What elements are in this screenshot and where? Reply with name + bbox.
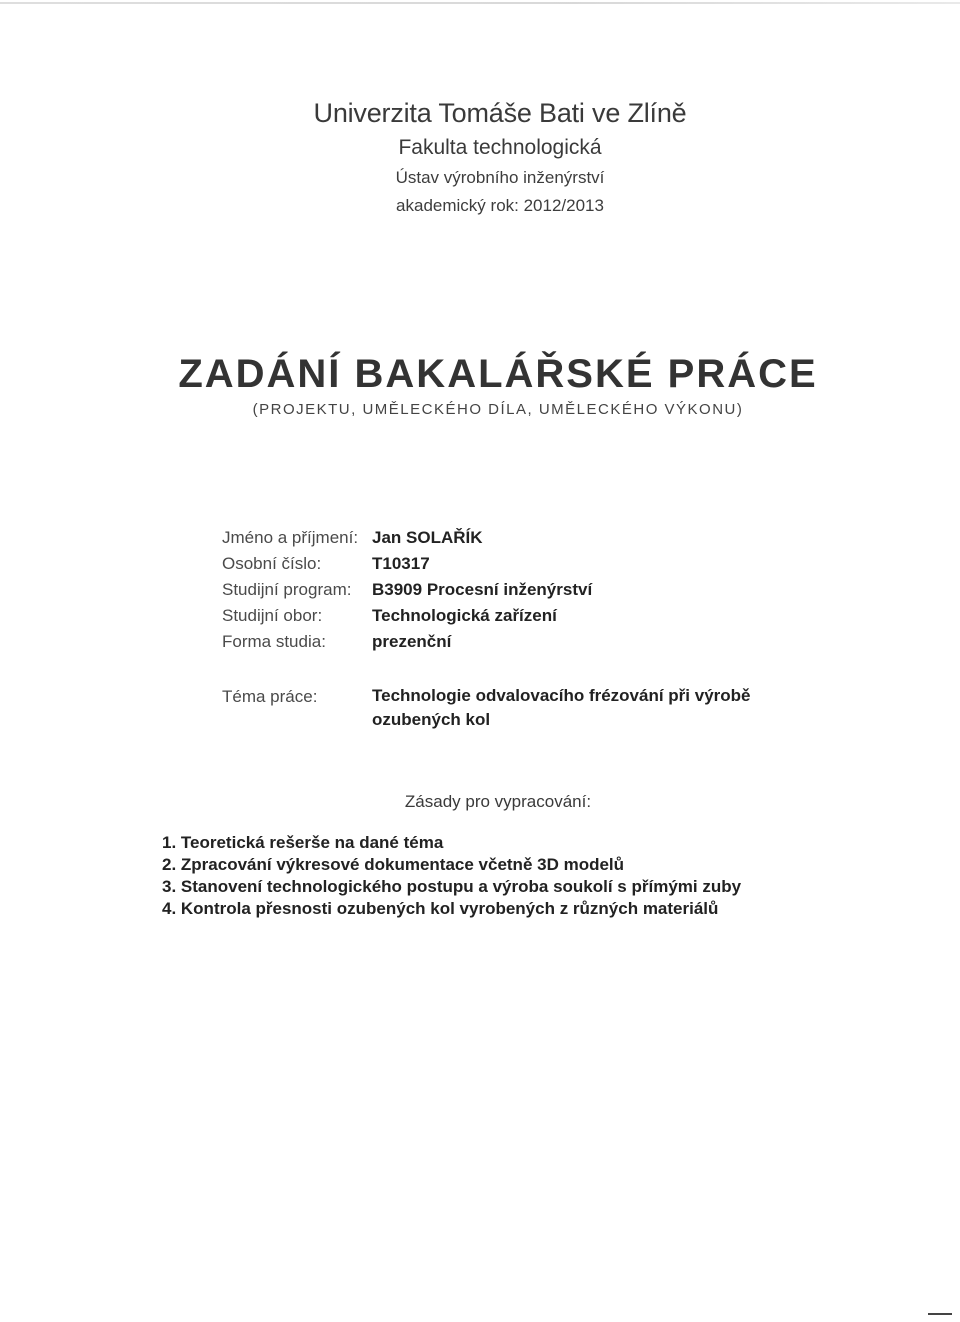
field-label: Jméno a příjmení: [222,528,359,547]
principles-list [162,832,741,920]
list-item: 3. Stanovení technologického postupu a výroba soukolí s přímými zuby [162,877,742,896]
faculty-name: Fakulta technologická [398,136,602,159]
academic-year: akademický rok: 2012/2013 [396,196,604,215]
list-item: 2. Zpracování výkresové dokumentace včetně 3D modelů [162,855,625,874]
field-value: Technologická zařízení [372,606,557,625]
field-label: Osobní číslo: [222,554,322,573]
document-header [0,94,960,220]
field-value: Jan SOLAŘÍK [372,528,483,547]
institute-name: Ústav výrobního inženýrství [395,168,605,187]
document-subtitle: (PROJEKTU, UMĚLECKÉHO DÍLA, UMĚLECKÉHO VÝKONU) [252,401,744,418]
list-item: 4. Kontrola přesnosti ozubených kol vyrobených z různých materiálů [162,899,719,918]
topic-value: Technologie odvalovacího frézování při výrobě ozubených kol [372,686,751,729]
title-block [0,348,960,420]
document-title: ZADÁNÍ BAKALÁŘSKÉ PRÁCE [178,352,818,396]
topic-label: Téma práce: [222,687,318,706]
field-label: Studijní obor: [222,606,323,625]
field-label: Forma studia: [222,632,326,651]
field-value: prezenční [372,632,452,651]
field-value: B3909 Procesní inženýrství [372,580,593,599]
principles-heading: Zásady pro vypracování: [404,792,592,811]
university-name: Univerzita Tomáše Bati ve Zlíně [313,98,687,128]
scan-edge-line [0,2,960,4]
field-label: Studijní program: [222,580,352,599]
field-value: T10317 [372,554,430,573]
scan-mark [928,1313,952,1315]
list-item: 1. Teoretická rešerše na dané téma [162,833,444,852]
